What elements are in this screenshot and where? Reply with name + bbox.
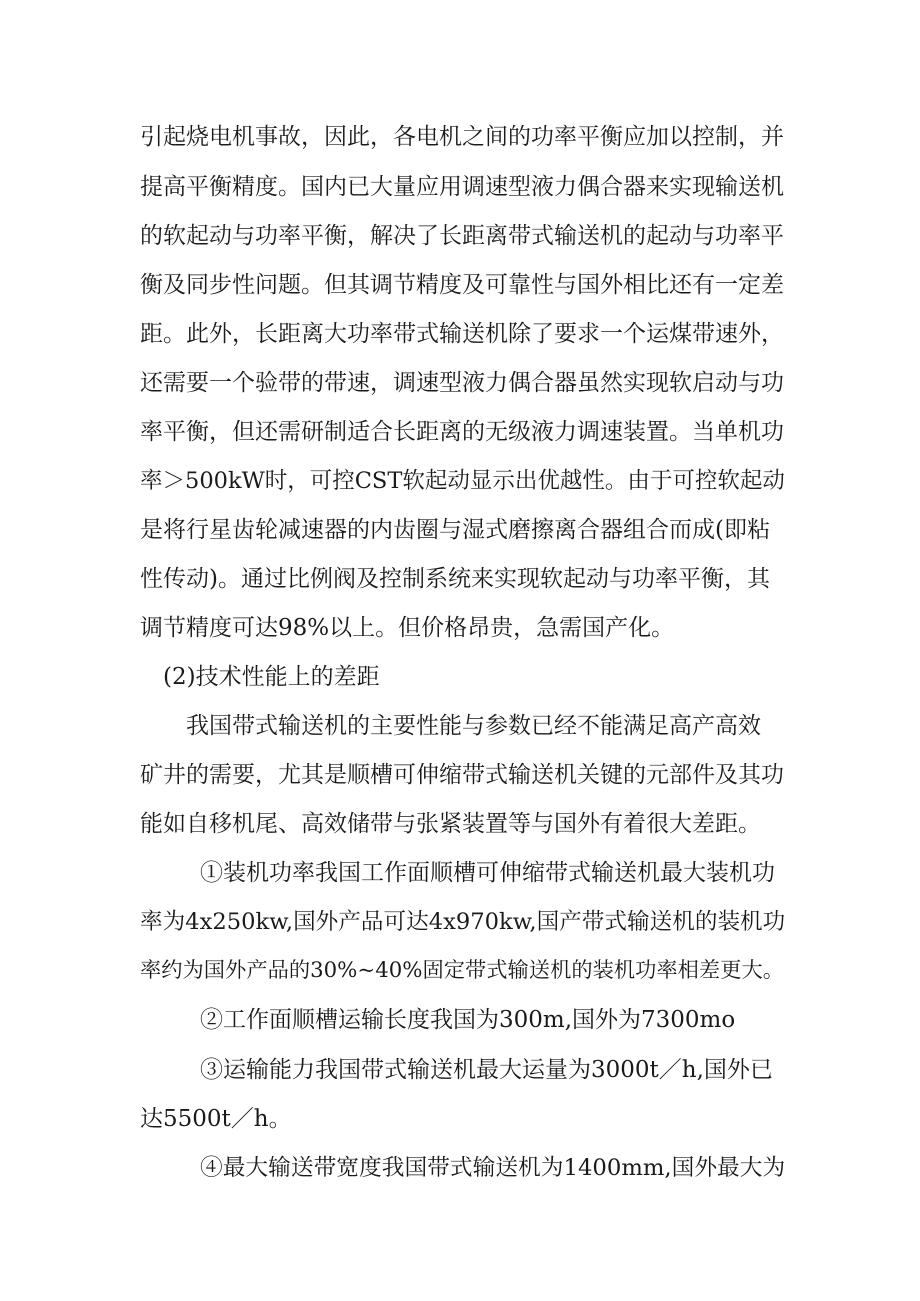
paragraph-line: 矿井的需要，尤其是顺槽可伸缩带式输送机关键的元部件及其功 [140, 762, 784, 788]
paragraph-line: 率约为国外产品的30%~40%固定带式输送机的装机功率相差更大。 [140, 958, 784, 983]
list-item: ④最大输送带宽度我国带式输送机为1400mm,国外最大为 [200, 1155, 786, 1181]
paragraph-line: 达5500t／h。 [140, 1106, 292, 1132]
paragraph-line: 距。此外，长距离大功率带式输送机除了要求一个运煤带速外， [140, 321, 784, 347]
paragraph-line: 引起烧电机事故，因此，各电机之间的功率平衡应加以控制，并 [140, 124, 784, 150]
paragraph-line: 率平衡，但还需研制适合长距离的无级液力调速装置。当单机功 [140, 419, 784, 445]
list-item: ①装机功率我国工作面顺槽可伸缩带式输送机最大装机功 [200, 860, 775, 886]
section-heading: (2)技术性能上的差距 [163, 664, 380, 690]
paragraph-line: 率为4x250kw,国外产品可达4x970kw,国产带式输送机的装机功 [140, 909, 786, 935]
paragraph-line: 性传动)。通过比例阀及控制系统来实现软起动与功率平衡，其 [140, 566, 770, 592]
paragraph-line: 提高平衡精度。国内已大量应用调速型液力偶合器来实现输送机 [140, 174, 784, 200]
paragraph-line: 能如自移机尾、高效储带与张紧装置等与国外有着很大差距。 [140, 811, 761, 837]
paragraph-line: 调节精度可达98%以上。但价格昂贵，急需国产化。 [140, 615, 675, 641]
paragraph-line: 还需要一个验带的带速，调速型液力偶合器虽然实现软启动与功 [140, 370, 784, 396]
paragraph-line: 我国带式输送机的主要性能与参数已经不能满足高产高效 [186, 713, 761, 739]
paragraph-line: 率＞500kW时，可控CST软起动显示出优越性。由于可控软起动 [140, 468, 785, 494]
list-item: ③运输能力我国带式输送机最大运量为3000t／h,国外已 [200, 1057, 773, 1083]
paragraph-line: 是将行星齿轮减速器的内齿圈与湿式磨擦离合器组合而成(即粘 [140, 517, 770, 543]
paragraph-line: 衡及同步性问题。但其调节精度及可靠性与国外相比还有一定差 [140, 272, 784, 298]
paragraph-line: 的软起动与功率平衡，解决了长距离带式输送机的起动与功率平 [140, 223, 784, 249]
list-item: ②工作面顺槽运输长度我国为300m,国外为7300mo [200, 1007, 736, 1033]
